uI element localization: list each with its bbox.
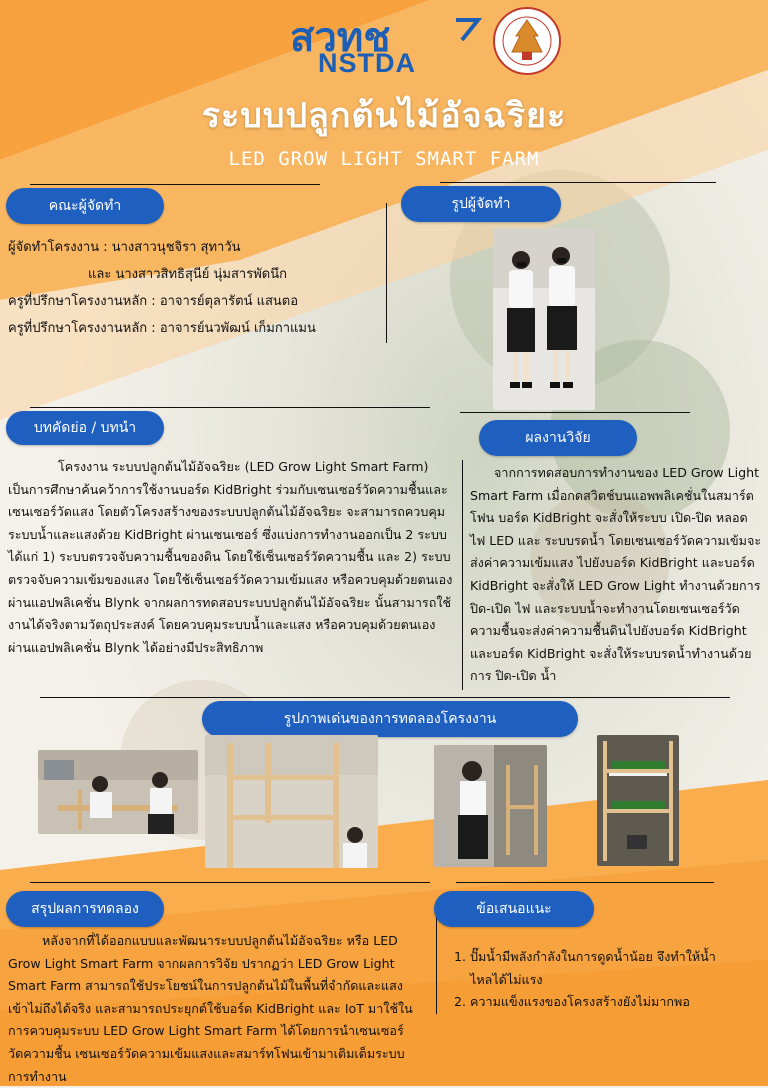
abstract-heading: บทคัดย่อ / บทนำ	[6, 411, 164, 445]
school-seal-icon	[492, 6, 562, 76]
conclusion-text: หลังจากที่ได้ออกแบบและพัฒนาระบบปลูกต้นไม้อัจฉริยะ หรือ LED Grow Light Smart Farm จากผลการวิจัย ปรากฏว่า LED Grow Light Smart Farm สามารถใช้ประโยชน์ในการปลูกต้นไม้ในพื้นที่จำกัดและแสงเข้าไม่ถึงได้จริง และสามารถประยุกต์ใช้บอร์ด KidBright และ IoT มาใช้ในการควบคุมระบบ LED Grow Light Smart Farm ได้โดยการนำเซนเซอร์วัดความชื้น เซนเซอร์วัดความเข้มแสงและสมาร์ทโฟนเข้ามาเติมเต็มระบบการทำงาน	[8, 933, 413, 1084]
suggestion-item: 1. ปั๊มน้ำมีพลังกำลังในการดูดน้ำน้อย จึงทำให้น้ำไหลได้ไม่แรง	[470, 946, 722, 991]
advisor-line: ครูที่ปรึกษาโครงงานหลัก : อาจารย์ตุลารัตน์ แสนตอ	[8, 294, 299, 309]
organizer-photo-heading: รูปผู้จัดทำ	[401, 186, 561, 222]
gallery-heading: รูปภาพเด่นของการทดลองโครงงาน	[202, 701, 578, 737]
nstda-logo-thai: สวทช	[290, 16, 391, 60]
divider	[462, 460, 463, 690]
divider	[460, 412, 690, 413]
divider	[30, 407, 430, 408]
organizer-line: ผู้จัดทำโครงงาน : นางสาวนุชจิรา สุทาวัน	[8, 240, 241, 255]
divider	[30, 184, 320, 185]
divider	[436, 914, 437, 1014]
divider	[40, 697, 730, 698]
gallery-photo-building-frame	[38, 750, 198, 834]
organizers-photo	[493, 228, 595, 410]
gallery-photo-wood-rack	[205, 735, 378, 868]
page-title: ระบบปลูกต้นไม้อัจฉริยะ	[201, 96, 567, 136]
advisor-line: ครูที่ปรึกษาโครงงานหลัก : อาจารย์นวพัฒน์ เก็มกาแมน	[8, 321, 316, 336]
page-subtitle: LED GROW LIGHT SMART FARM	[228, 148, 540, 170]
divider	[440, 182, 716, 183]
abstract-text: โครงงาน ระบบปลูกต้นไม้อัจฉริยะ (LED Grow Light Smart Farm) เป็นการศึกษาค้นคว้าการใช้งานบอร์ด KidBright ร่วมกับเซนเซอร์วัดความชื้นและเซนเซอร์วัดแสง โดยตัวโครงสร้างของระบบปลูกต้นไม้อัจฉริยะ จะสามารถควบคุมระบบน้ำและแสงด้วย KidBright ผ่านเซนเซอร์ ซึ่งแบ่งการทำงานออกเป็น 2 ระบบ ได้แก่ 1) ระบบตรวจจับความชื้นของดิน โดยใช้เซ็นเซอร์วัดความชื้น และ 2) ระบบตรวจจับความเข้มของแสง โดยใช้เซ็นเซอร์วัดความเข้มแสง หรือควบคุมด้วยตนเองผ่านแอปพลิเคชั่น Blynk จากผลการทดสอบระบบปลูกต้นไม้อัจฉริยะ นั้นสามารถใช้งานได้จริงตามวัตถุประสงค์ โดยควบคุมระบบน้ำและแสง หรือควบคุมด้วยตนเองผ่านแอปพลิเคชั่น Blynk ได้อย่างมีประสิทธิภาพ	[8, 459, 453, 655]
suggestions-heading: ข้อเสนอแนะ	[434, 891, 594, 927]
organizers-heading: คณะผู้จัดทำ	[6, 188, 164, 224]
nstda-logo-en: NSTDA	[318, 48, 416, 78]
suggestions-list	[452, 946, 722, 1014]
gallery-photo-grow-shelf	[597, 735, 679, 866]
conclusion-heading: สรุปผลการทดลอง	[6, 891, 164, 927]
suggestion-item: 2. ความแข็งแรงของโครงสร้างยังไม่มากพอ	[470, 991, 722, 1014]
results-heading: ผลงานวิจัย	[479, 420, 637, 456]
gallery-photo-assembling	[434, 745, 547, 867]
divider	[30, 882, 430, 883]
results-text: จากการทดสอบการทำงานของ LED Grow Light Smart Farm เมื่อกดสวิตช์บนแอพพลิเคชั่นในสมาร์ตโฟน บอร์ด KidBright จะสั่งให้ระบบ เปิด-ปิด หลอดไฟ LED และ ระบบรดน้ำ โดยเซนเซอร์วัดความเข้มจะส่งค่าความเข้มแสง ไปยังบอร์ด KidBright และบอร์ด KidBright จะสั่งให้ LED Grow Light ทำงานด้วยการ ปิด-เปิด ไฟ และระบบน้ำจะทำงานโดยเซนเซอร์วัดความชื้นจะส่งค่าความชื้นดินไปยังบอร์ด KidBright และบอร์ด KidBright จะสั่งให้ระบบรดน้ำทำงานด้วยการ ปิด-เปิด น้ำ	[470, 465, 762, 684]
organizers-list	[8, 234, 388, 342]
divider	[456, 882, 714, 883]
nstda-swoosh-icon	[452, 14, 482, 42]
organizer-line: และ นางสาวสิทธิสุนีย์ นุ่มสารพัดนึก	[88, 267, 287, 282]
